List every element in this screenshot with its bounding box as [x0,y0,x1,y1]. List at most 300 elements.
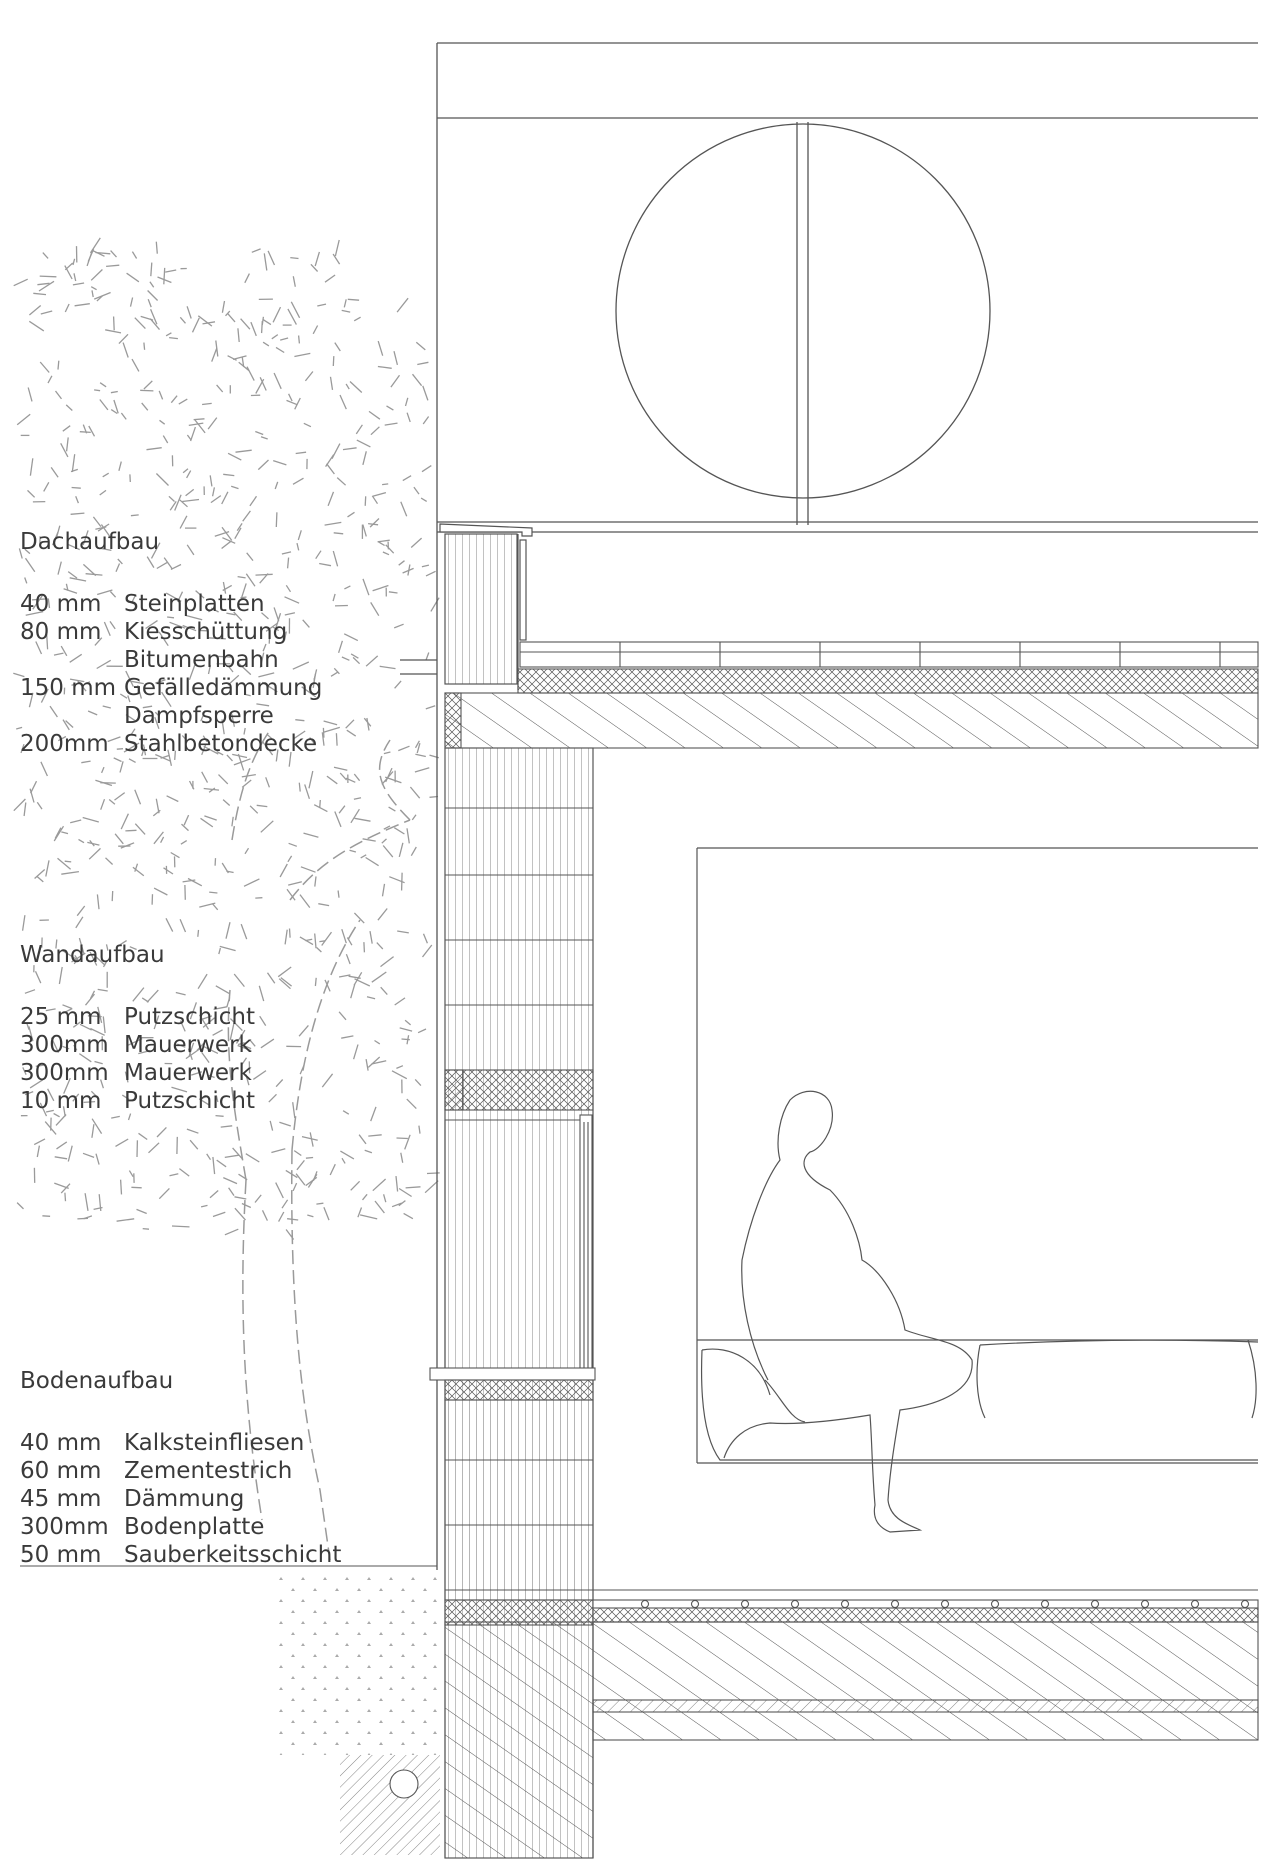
foliage-stroke [375,1201,384,1213]
foliage-stroke [180,317,185,323]
foliage-stroke [228,313,235,322]
foliage-stroke [164,268,165,284]
ground [20,1566,440,1855]
foliage-stroke [37,876,44,882]
foliage-stroke [308,1174,317,1187]
foliage-stroke [274,373,281,389]
foliage-stroke [208,418,217,430]
foliage-stroke [427,1173,440,1174]
layer-row [20,674,322,702]
foliage-stroke [73,283,84,285]
foliage-stroke [166,918,173,931]
foliage-stroke [212,904,217,910]
foliage-stroke [125,830,136,831]
foliage-stroke [172,1226,190,1227]
foliage-stroke [383,552,389,555]
foliage-stroke [278,967,291,977]
foliage-stroke [397,298,408,312]
foliage-stroke [106,265,119,266]
foliage-stroke [198,316,212,326]
foliage-stroke [169,496,175,501]
foliage-stroke [119,334,128,343]
layer-thickness: 200mm [20,731,109,757]
foliage-stroke [72,454,74,472]
foliage-stroke [344,586,350,589]
foliage-stroke [91,287,96,290]
foliage-stroke [425,1181,438,1193]
heating-pipe [792,1601,799,1608]
foliage-stroke [135,790,141,805]
foliage-stroke [57,1142,67,1149]
layer-row [20,1429,341,1457]
foliage-stroke [183,469,188,473]
foliage-stroke [67,437,69,451]
foliage-stroke [346,954,350,964]
foliage-stroke [210,1191,218,1198]
layer-thickness: 300mm [20,1514,109,1540]
foliage-stroke [40,276,57,277]
foliage-stroke [371,1107,376,1121]
foliage-stroke [182,824,189,831]
foliage-stroke [77,906,85,916]
foliage-stroke [407,828,409,843]
foliage-stroke [180,516,187,529]
foliage-stroke [297,1160,305,1169]
foliage-stroke [169,338,178,339]
foliage-stroke [77,1218,88,1219]
foliage-stroke [115,834,123,844]
foliage-stroke [71,513,85,514]
foliage-stroke [426,653,429,661]
foliage-stroke [363,579,369,595]
foliage-stroke [351,984,355,998]
foliage-stroke [250,496,257,506]
foliage-stroke [276,1183,284,1198]
foliage-stroke [353,657,360,663]
foliage-stroke [378,367,392,369]
foliage-stroke [148,299,151,307]
foliage-stroke [383,884,385,896]
foliage-stroke [83,1153,94,1157]
foliage-stroke [93,517,101,527]
foliage-stroke [331,377,333,390]
foliage-stroke [114,758,122,762]
heating-pipe [942,1601,949,1608]
foliage-stroke [418,1029,426,1033]
foliage-stroke [187,435,191,440]
foliage-stroke [299,783,300,792]
foliage-stroke [335,240,339,256]
foliage-stroke [415,1079,421,1085]
foliage-stroke [241,319,250,330]
foliage-stroke [261,437,268,439]
foliage-stroke [363,839,376,841]
heating-pipe [1242,1601,1249,1608]
heating-pipe [1192,1601,1199,1608]
foliage-stroke [223,1178,237,1184]
foliage-stroke [23,915,25,931]
foliage-stroke [288,309,297,325]
heating-pipe [692,1601,699,1608]
foliage-stroke [40,362,49,373]
foliage-stroke [167,796,179,802]
foliage-stroke [127,273,139,282]
foliage-stroke [29,306,40,316]
foliage-stroke [111,1116,120,1118]
layer-thickness: 45 mm [20,1486,102,1512]
foliage-stroke [411,538,421,547]
foliage-stroke [238,328,239,342]
foliage-stroke [129,759,136,763]
foliage-stroke [34,1139,45,1145]
foliage-stroke [382,772,393,785]
foliage-stroke [269,1094,277,1102]
foliage-stroke [85,1193,88,1211]
foliage-stroke [426,706,435,709]
layer-material: Kalksteinfliesen [124,1430,305,1456]
foliage-stroke [289,843,297,846]
foliage-stroke [344,634,358,641]
roof-edge [400,524,532,690]
foliage-stroke [369,411,380,419]
foliage-stroke [105,330,121,333]
layer-material: Sauberkeitsschicht [124,1542,342,1568]
foliage-stroke [415,754,425,756]
foliage-stroke [268,973,275,984]
foliage-stroke [380,666,396,668]
foliage-stroke [307,1215,313,1217]
heating-pipe [892,1601,899,1608]
foliage-stroke [293,276,295,287]
layer-row [20,702,322,730]
foliage-stroke [431,598,439,612]
foliage-stroke [333,594,335,601]
foliage-stroke [351,809,360,823]
foliage-stroke [189,423,204,425]
foliage-stroke [394,351,397,365]
foliage-stroke [102,767,104,773]
foliage-stroke [375,1041,380,1044]
foliage-stroke [147,448,162,450]
foliage-stroke [79,839,85,842]
foliage-stroke [282,1200,288,1208]
foliage-stroke [355,818,371,821]
foliage-stroke [290,258,298,259]
layer-material: Bodenplatte [124,1514,265,1540]
foliage-stroke [28,388,32,402]
foliage-stroke [387,406,394,410]
foliage-stroke [422,466,431,472]
foliage-stroke [143,1229,149,1230]
foliage-stroke [80,432,91,433]
foliage-stroke [397,1138,408,1139]
foliage-stroke [261,821,274,833]
foliage-stroke [423,417,428,425]
foliage-stroke [270,1121,272,1131]
foliage-stroke [323,728,324,738]
foliage-stroke [154,832,164,844]
foliage-stroke [116,1139,129,1146]
foliage-stroke [140,390,153,391]
foliage-stroke [81,761,90,763]
foliage-stroke [100,383,106,387]
foliage-stroke [213,1212,225,1216]
layer-material: Steinplatten [124,591,265,617]
layer-thickness: 40 mm [20,1430,102,1456]
foliage-stroke [33,293,46,294]
foliage-stroke [403,476,411,481]
foliage-stroke [207,1154,211,1160]
foliage-stroke [44,482,49,491]
foliage-stroke [378,909,387,921]
foliage-stroke [315,252,319,266]
foliage-stroke [217,385,223,392]
foliage-stroke [416,342,425,350]
foliage-stroke [305,784,310,798]
foliage-stroke [179,399,188,404]
foliage-stroke [342,657,350,660]
foliage-stroke [243,511,251,521]
layer-thickness: 50 mm [20,1542,102,1568]
foliage-stroke [378,341,383,356]
foliage-stroke [339,1012,346,1020]
foliage-stroke [342,1158,345,1163]
foliage-stroke [92,290,93,297]
foliage-stroke [263,342,269,346]
foliage-stroke [56,391,62,399]
foliage-stroke [187,306,191,318]
foliage-stroke [65,1193,66,1202]
foliage-stroke [363,451,366,465]
foliage-stroke [75,304,90,306]
foliage-stroke [315,934,316,949]
foliage-stroke [111,410,117,414]
foliage-stroke [306,1158,313,1159]
foliage-stroke [111,392,118,393]
foliage-stroke [68,1146,72,1162]
foliage-stroke [256,379,264,393]
foliage-stroke [384,752,391,754]
foliage-stroke [101,799,105,810]
foliage-stroke [159,391,162,400]
foliage-stroke [337,478,345,486]
foliage-stroke [73,259,75,265]
foliage-stroke [322,932,332,945]
floor-buildup [445,1590,1258,1858]
foliage-stroke [202,772,208,783]
foliage-stroke [58,361,59,370]
foliage-stroke [66,405,72,411]
layer-material: Dämmung [124,1486,245,1512]
foliage-stroke [340,1151,354,1159]
foliage-stroke [258,460,268,470]
foliage-stroke [171,396,177,403]
foliage-stroke [92,1124,94,1138]
foliage-stroke [299,1025,308,1036]
foliage-stroke [263,1210,268,1220]
foliage-stroke [386,545,394,553]
foliage-stroke [100,490,106,495]
foliage-stroke [161,837,164,843]
foliage-stroke [417,362,428,364]
foliage-stroke [76,496,79,503]
foliage-stroke [225,1229,238,1235]
wall-heading: Wandaufbau [20,942,165,968]
foliage-stroke [156,474,168,486]
roof-buildup [445,642,1258,748]
foliage-stroke [334,767,347,770]
foliage-stroke [180,919,185,932]
foliage-stroke [63,426,70,432]
foliage-stroke [324,721,338,725]
foliage-stroke [296,1174,305,1185]
foliage-stroke [166,333,171,336]
foliage-stroke [334,533,344,534]
foliage-stroke [204,816,216,820]
foliage-stroke [395,681,402,688]
foliage-stroke [348,299,359,300]
foliage-stroke [216,1116,224,1117]
foliage-stroke [332,444,340,459]
foliage-stroke [46,860,49,876]
foliage-stroke [106,858,113,865]
foliage-stroke [74,273,76,281]
foliage-stroke [35,870,45,879]
foliage-stroke [399,843,403,857]
foliage-stroke [423,945,432,957]
foliage-stroke [228,453,241,460]
layer-material: Mauerwerk [124,1032,252,1058]
foliage-stroke [335,343,341,351]
foliage-stroke [181,841,187,845]
layer-thickness: 10 mm [20,1088,102,1114]
foliage-stroke [338,891,339,898]
foliage-stroke [280,864,287,877]
foliage-stroke [379,542,385,546]
foliage-stroke [406,1187,421,1188]
layer-row [20,1087,255,1115]
foliage-stroke [236,450,252,452]
foliage-stroke [291,302,299,318]
foliage-stroke [179,1169,189,1177]
foliage-stroke [131,298,133,307]
foliage-stroke [335,812,341,827]
foliage-stroke [204,789,219,791]
foliage-stroke [72,488,81,489]
foliage-stroke [222,301,224,313]
person-on-sofa [702,1091,1258,1532]
foliage-stroke [336,733,337,746]
foliage-stroke [340,395,346,409]
foliage-stroke [426,571,436,576]
foliage-stroke [97,894,99,909]
foliage-stroke [226,922,230,939]
foliage-stroke [212,348,217,362]
foliage-stroke [255,432,263,435]
foliage-stroke [251,322,256,336]
foliage-stroke [148,291,158,301]
foliage-stroke [423,386,428,401]
layer-row [20,1059,255,1087]
foliage-stroke [348,512,355,517]
heating-pipe [1042,1601,1049,1608]
foliage-stroke [382,484,388,485]
foliage-stroke [235,1197,247,1199]
foliage-stroke [339,806,345,814]
heating-pipe [992,1601,999,1608]
foliage-stroke [37,283,49,284]
layer-row [20,590,322,618]
foliage-stroke [83,818,99,823]
foliage-stroke [43,253,48,259]
foliage-stroke [356,425,362,434]
foliage-stroke [142,403,148,410]
foliage-stroke [253,1071,266,1080]
foliage-stroke [163,436,167,443]
foliage-stroke [241,924,247,939]
foliage-stroke [246,1154,259,1162]
layer-row [20,646,322,674]
foliage-stroke [245,274,250,283]
foliage-stroke [411,847,416,856]
foliage-stroke [359,1135,366,1144]
foliage-stroke [76,917,83,928]
foliage-stroke [293,478,304,484]
foliage-stroke [250,806,258,814]
foliage-stroke [421,498,427,501]
foliage-stroke [271,1149,285,1153]
foliage-stroke [327,776,337,784]
foliage-stroke [39,281,54,291]
foliage-stroke [266,777,270,787]
foliage-stroke [225,1155,239,1157]
foliage-stroke [48,376,52,383]
foliage-stroke [123,343,128,358]
layer-thickness: 150 mm [20,675,117,701]
foliage-stroke [244,879,259,886]
foliage-stroke [401,502,407,516]
foliage-stroke [315,876,316,886]
foliage-stroke [242,1204,251,1208]
foliage-stroke [372,496,377,504]
layer-row [20,1003,255,1031]
foliage-stroke [154,888,167,895]
foliage-stroke [368,1135,381,1136]
layer-thickness: 25 mm [20,1004,102,1030]
foliage-stroke [365,496,366,506]
foliage-stroke [61,872,79,875]
foliage-stroke [344,299,346,307]
layer-material: Stahlbetondecke [124,731,318,757]
foliage-stroke [325,275,335,282]
foliage-stroke [302,1137,318,1141]
foliage-stroke [255,1195,261,1203]
foliage-stroke [131,1187,141,1188]
foliage-stroke [264,253,267,270]
foliage-stroke [309,771,313,788]
heating-pipe [1092,1601,1099,1608]
foliage-stroke [242,775,256,777]
floor-legend [20,1367,341,1569]
foliage-stroke [61,832,68,834]
foliage-stroke [242,780,251,787]
foliage-stroke [290,929,291,938]
foliage-stroke [160,420,165,424]
foliage-stroke [29,321,44,331]
foliage-stroke [219,775,228,784]
foliage-stroke [294,353,310,356]
foliage-stroke [354,774,359,781]
